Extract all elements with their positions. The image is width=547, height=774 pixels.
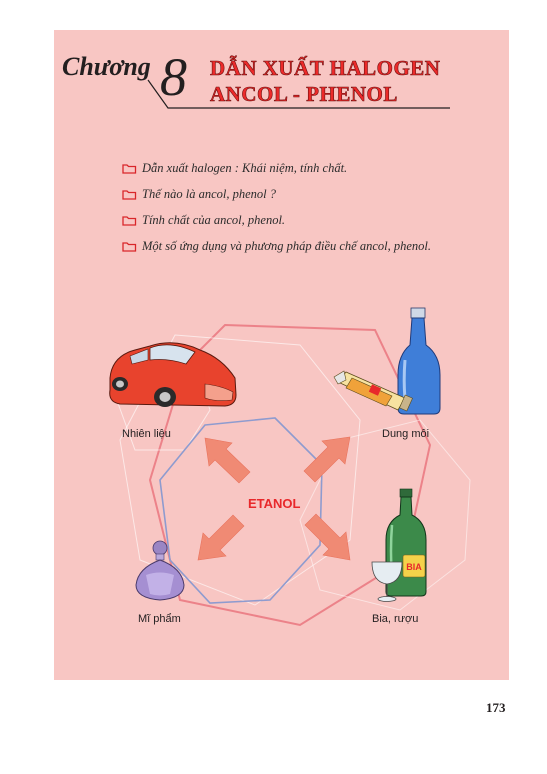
chapter-title-line2: ANCOL - PHENOL [210, 82, 398, 106]
beer-label: BIA [406, 562, 422, 572]
chapter-number: 8 [160, 47, 187, 107]
perfume-bottle-icon [136, 541, 184, 600]
chapter-title-line1: DẪN XUẤT HALOGEN [210, 56, 441, 80]
list-item [122, 207, 431, 233]
car-icon [110, 343, 236, 407]
etanol-diagram [54, 300, 509, 660]
list-item [122, 181, 431, 207]
label-fuel: Nhiên liệu [122, 428, 171, 440]
list-item [122, 233, 431, 259]
beer-bottle-icon [372, 489, 426, 602]
page-number: 173 [486, 700, 506, 715]
list-item [122, 155, 431, 181]
arrow-to-cosmetics [198, 515, 244, 560]
label-beverage: Bia, rượu [372, 613, 419, 625]
label-cosmetics: Mĩ phẩm [138, 613, 181, 625]
arrow-to-solvent [304, 437, 350, 482]
objective-text: Một số ứng dụng và phương pháp điều chế ancol, phenol. [142, 238, 432, 253]
objective-text: Thế nào là ancol, phenol ? [142, 186, 277, 201]
objectives-list [122, 155, 431, 259]
folder-icon [122, 241, 137, 252]
objective-text: Tính chất của ancol, phenol. [142, 212, 286, 227]
folder-icon [122, 163, 137, 174]
objective-text: Dẫn xuất halogen : Khái niệm, tính chất. [142, 160, 348, 175]
solvent-bottle-icon [334, 308, 440, 414]
label-solvent: Dung môi [382, 428, 430, 440]
folder-icon [122, 189, 137, 200]
arrow-to-fuel [205, 438, 250, 483]
folder-icon [122, 215, 137, 226]
center-label: ETANOL [248, 496, 301, 511]
chapter-word: Chương [62, 52, 151, 81]
